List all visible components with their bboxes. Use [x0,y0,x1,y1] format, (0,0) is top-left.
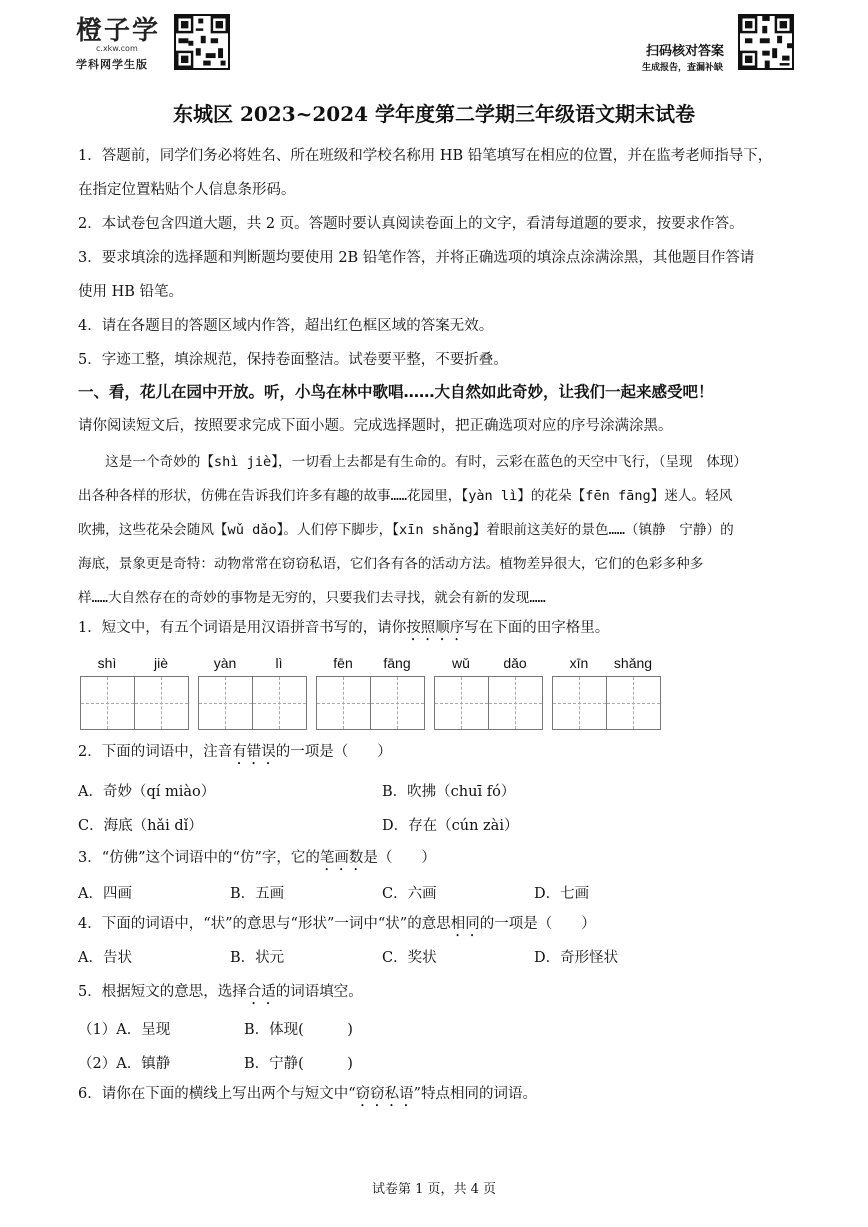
tianzige-grid[interactable] [80,676,189,730]
question-text: 6．请你在下面的横线上写出两个与短文中“ [78,1086,356,1102]
fill-option-a[interactable]: （1）A．呈现 [78,1022,171,1038]
brand-url: c.xkw.com [96,44,138,53]
pinyin-label: fēn [333,655,353,671]
fill-option-b[interactable]: B．宁静( ) [244,1056,353,1072]
question-text: 是（ ） [363,850,436,866]
instruction-line: 3．要求填涂的选择题和判断题均要使用 2B 铅笔作答，并将正确选项的填涂点涂满涂黑，其他题目作答请 [78,250,755,266]
page-footer: 试卷第 1 页，共 4 页 [371,1182,497,1197]
instruction-line: 4．请在各题目的答题区域内作答，超出红色框区域的答案无效。 [78,318,494,334]
option-b[interactable]: B．吹拂（chuī fó） [382,784,516,800]
emphasis-text: 窃窃私语 [355,1086,414,1102]
question-text: 的一项是（ ） [479,916,596,932]
pinyin-label: yàn [213,655,237,671]
instruction-line: 在指定位置粘贴个人信息条形码。 [78,182,296,198]
brand-subtitle: 学科网学生版 [76,58,148,71]
emphasis-text: 按照顺序 [406,620,465,636]
tianzige-cell[interactable] [371,677,425,729]
tianzige-cell[interactable] [435,677,489,729]
passage-line: 吹拂，这些花朵会随风【wǔ dǎo】。人们停下脚步，【xīn shǎng】着眼前这美好的景色……（镇静 宁静）的 [78,522,734,538]
tianzige-cell[interactable] [135,677,189,729]
answer-qr-code[interactable] [738,14,794,70]
scan-answer-label: 扫码核对答案 [646,44,725,59]
question-1 [78,616,609,644]
tianzige-cell[interactable] [81,677,135,729]
fill-option-a[interactable]: （2）A．镇静 [78,1056,171,1072]
question-text: 写在下面的田字格里。 [464,620,610,636]
tianzige-grid[interactable] [552,676,661,730]
pinyin-label: shǎng [613,655,653,671]
fill-option-b[interactable]: B．体现( ) [244,1022,353,1038]
emphasis-text: 合适 [246,984,276,1000]
tianzige-cell[interactable] [199,677,253,729]
option-b[interactable]: B．五画 [230,886,285,902]
pinyin-label: shì [97,655,117,671]
question-text: 2．下面的词语中，注音 [78,744,233,760]
question-text: 1．短文中，有五个词语是用汉语拼音书写的，请你 [78,620,407,636]
pinyin-label: dǎo [503,655,527,671]
question-text: 5．根据短文的意思，选择 [78,984,247,1000]
question-3 [78,846,436,874]
option-c[interactable]: C．海底（hǎi dǐ） [78,818,203,834]
question-text: 的词语填空。 [275,984,363,1000]
option-a[interactable]: A．四画 [78,886,132,902]
pinyin-label: lì [275,655,283,671]
question-text: 4．下面的词语中，“状”的意思与“形状”一词中“状”的意思 [78,916,451,932]
exam-title: 东城区 2023~2024 学年度第二学期三年级语文期末试卷 [172,102,695,126]
tianzige-grid[interactable] [198,676,307,730]
pinyin-label: wǔ [452,655,470,671]
instruction-line: 1．答题前，同学们务必将姓名、所在班级和学校名称用 HB 铅笔填写在相应的位置，并在监考老师指导下， [78,148,773,164]
option-a[interactable]: A．告状 [78,950,132,966]
passage-line: 海底，景象更是奇特：动物常常在窃窃私语，它们各有各的活动方法。植物差异很大，它们的色彩多种多 [78,556,704,572]
pinyin-label: jiè [153,655,168,671]
emphasis-text: 相同 [450,916,480,932]
brand-logo-text: 橙子学 [76,16,161,46]
tianzige-cell[interactable] [489,677,543,729]
pinyin-label: xīn [569,655,589,671]
option-c[interactable]: C．六画 [382,886,437,902]
emphasis-text: 笔画数 [319,850,364,866]
passage-line: 样……大自然存在的奇妙的事物是无穷的，只要我们去寻找，就会有新的发现…… [78,590,546,606]
question-text: 的一项是（ ） [275,744,392,760]
instruction-line: 2．本试卷包含四道大题，共 2 页。答题时要认真阅读卷面上的文字，看清每道题的要求，按要求作答。 [78,216,744,232]
option-b[interactable]: B．状元 [230,950,285,966]
brand-qr-code[interactable] [174,14,230,70]
option-c[interactable]: C．奖状 [382,950,437,966]
tianzige-grid[interactable] [434,676,543,730]
tianzige-cell[interactable] [253,677,307,729]
scan-answer-sublabel: 生成报告，查漏补缺 [642,63,724,73]
question-5 [78,980,363,1008]
tianzige-cell[interactable] [607,677,661,729]
question-2 [78,740,392,768]
question-4 [78,912,596,940]
question-text: 3．“仿佛”这个词语中的“仿”字，它的 [78,850,320,866]
emphasis-text: 有错误 [232,744,276,760]
section-intro: 请你阅读短文后，按照要求完成下面小题。完成选择题时，把正确选项对应的序号涂满涂黑。 [78,418,673,434]
question-6 [78,1082,537,1110]
option-d[interactable]: D．存在（cún zài） [382,818,519,834]
tianzige-cell[interactable] [317,677,371,729]
passage-line: 出各种各样的形状，仿佛在告诉我们许多有趣的故事……花园里，【yàn lì】的花朵【fēn fāng】迷人。轻风 [78,488,733,504]
passage-line: 这是一个奇妙的【shì jiè】，一切看上去都是有生命的。有时，云彩在蓝色的天空中飞行，（呈现 体现） [78,454,747,470]
section-heading: 一、看，花儿在园中开放。听，小鸟在林中歌唱……大自然如此奇妙，让我们一起来感受吧！ [78,383,714,401]
pinyin-label: fāng [383,655,411,671]
option-d[interactable]: D．七画 [534,886,590,902]
instruction-line: 5．字迹工整，填涂规范，保持卷面整洁。试卷要平整，不要折叠。 [78,352,508,368]
option-a[interactable]: A．奇妙（qí miào） [78,784,216,800]
tianzige-grid[interactable] [316,676,425,730]
tianzige-cell[interactable] [553,677,607,729]
option-d[interactable]: D．奇形怪状 [534,950,619,966]
instruction-line: 使用 HB 铅笔。 [78,284,184,300]
question-text: ”特点相同的词语。 [413,1086,538,1102]
